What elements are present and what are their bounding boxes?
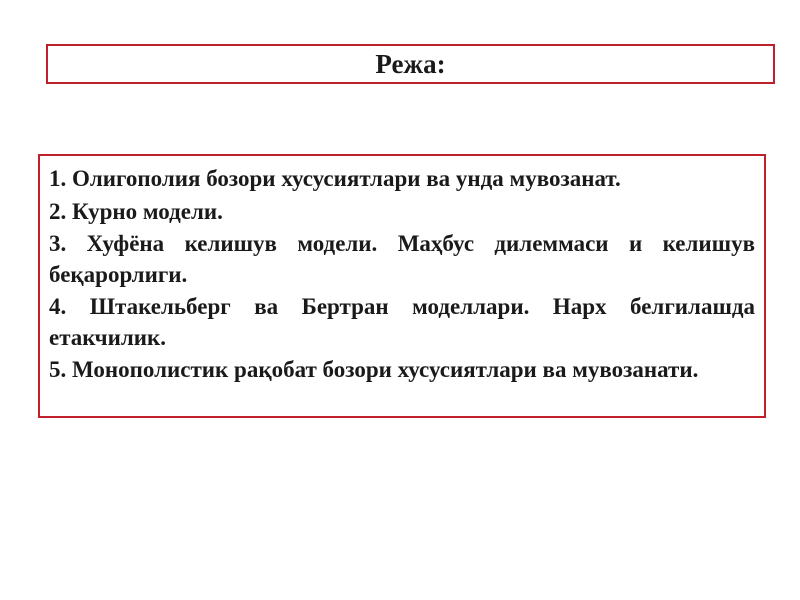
plan-item-3: 3. Хуфёна келишув модели. Маҳбус дилеммаси и келишув беқарорлиги.: [49, 231, 755, 287]
title-box: [46, 44, 775, 84]
page-title: Режа:: [375, 48, 446, 79]
plan-item-5: 5. Монополистик рақобат бозори хусусиятлари ва мувозанати.: [49, 357, 699, 382]
plan-item-1: 1. Олигополия бозори хусусиятлари ва унда мувозанат.: [49, 166, 621, 191]
plan-list: [38, 154, 766, 418]
plan-item-4: 4. Штакельберг ва Бертран моделлари. Нарх белгилашда етакчилик.: [49, 294, 755, 350]
plan-item-2: 2. Курно модели.: [49, 198, 223, 224]
